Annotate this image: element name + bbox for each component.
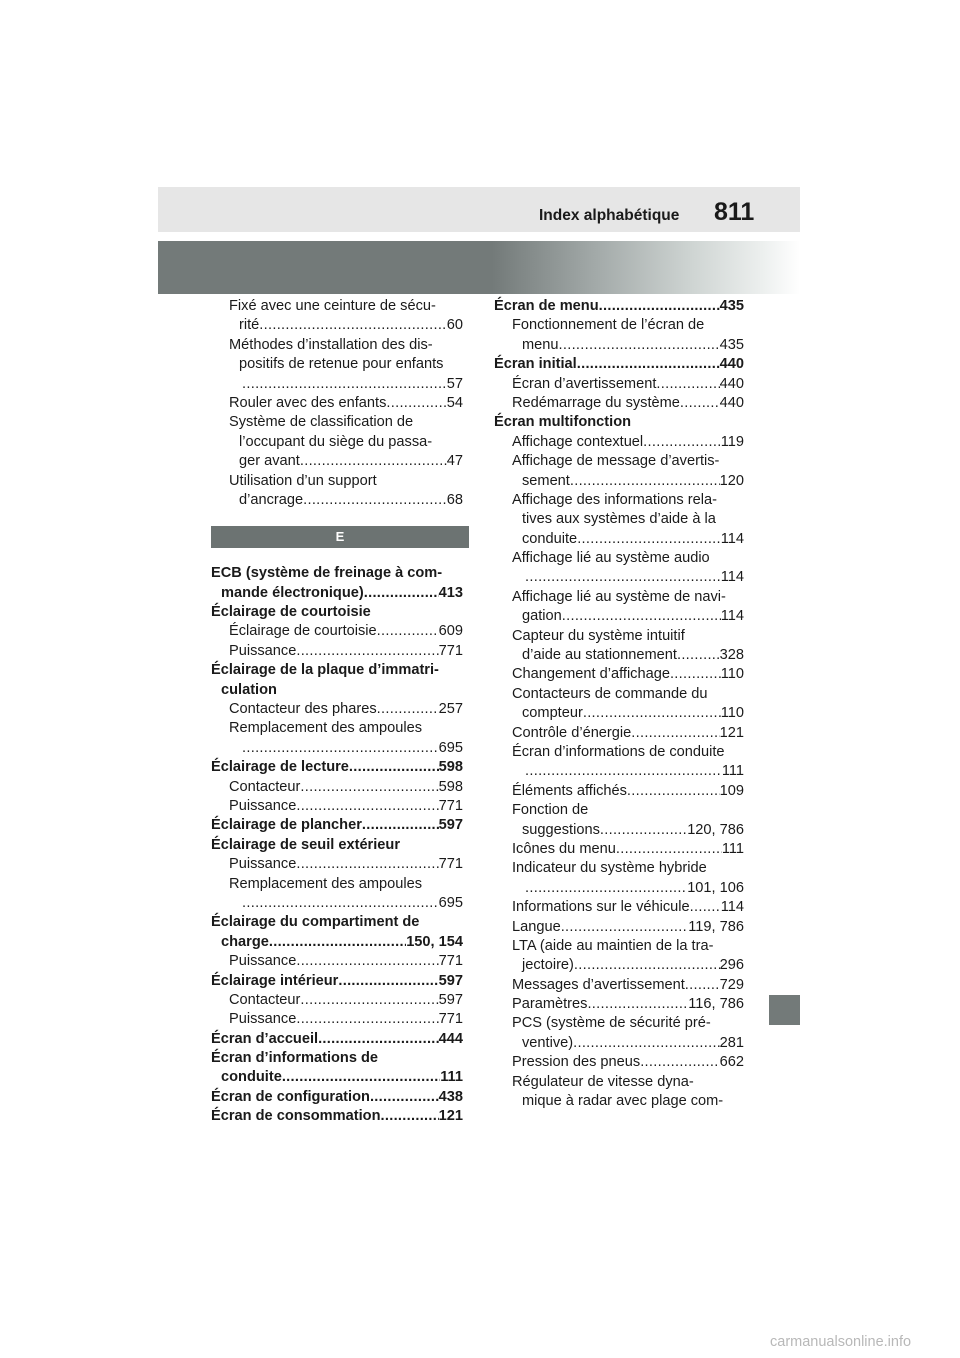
index-entry[interactable] bbox=[494, 1053, 744, 1072]
index-entry bbox=[211, 297, 463, 316]
entry-page-number[interactable]: 597 bbox=[438, 817, 463, 834]
entry-page-number[interactable]: 771 bbox=[438, 953, 463, 970]
dot-leader bbox=[587, 995, 688, 1014]
index-entry bbox=[494, 549, 744, 568]
dot-leader bbox=[377, 622, 439, 641]
section-letter: E bbox=[335, 529, 345, 545]
entry-text: Rouler avec des enfants bbox=[229, 394, 387, 411]
dot-leader bbox=[600, 821, 687, 840]
index-entry bbox=[211, 836, 463, 855]
index-entry[interactable] bbox=[211, 1030, 463, 1049]
index-entry[interactable] bbox=[211, 758, 463, 777]
index-entry[interactable] bbox=[211, 452, 463, 471]
index-entry[interactable] bbox=[211, 1088, 463, 1107]
index-entry[interactable] bbox=[211, 991, 463, 1010]
section-header bbox=[211, 526, 469, 548]
entry-text: Écran de menu bbox=[494, 298, 599, 314]
dot-leader bbox=[677, 646, 720, 665]
dot-leader bbox=[525, 879, 687, 898]
index-entry[interactable] bbox=[494, 530, 744, 549]
index-entry[interactable] bbox=[494, 297, 744, 316]
entry-text: mande électronique) bbox=[221, 584, 364, 601]
entry-text: Écran de configuration bbox=[211, 1088, 370, 1105]
entry-text: Fonction de bbox=[512, 802, 589, 819]
entry-page-number[interactable]: 114 bbox=[720, 608, 744, 625]
index-entry[interactable] bbox=[211, 584, 463, 603]
index-entry[interactable] bbox=[494, 665, 744, 684]
entry-text: positifs de retenue pour enfants bbox=[239, 356, 444, 373]
dot-leader bbox=[570, 472, 720, 491]
index-entry[interactable] bbox=[494, 879, 744, 898]
dot-leader bbox=[242, 739, 439, 758]
index-entry[interactable] bbox=[211, 894, 463, 913]
entry-page-number[interactable]: 120, 786 bbox=[687, 821, 744, 838]
index-entry[interactable] bbox=[211, 394, 463, 413]
entry-page-number[interactable]: 438 bbox=[438, 1088, 463, 1105]
chapter-tab[interactable] bbox=[769, 995, 800, 1025]
watermark: carmanualsonline.info bbox=[770, 1334, 912, 1350]
dot-leader bbox=[242, 894, 439, 913]
entry-page-number[interactable]: 111 bbox=[721, 840, 744, 857]
dot-leader bbox=[627, 782, 720, 801]
index-entry[interactable] bbox=[494, 1034, 744, 1053]
index-entry[interactable] bbox=[494, 607, 744, 626]
index-entry[interactable] bbox=[211, 1068, 463, 1087]
entry-text: Éclairage de la plaque d’immatri- bbox=[211, 662, 439, 679]
dot-leader bbox=[349, 758, 439, 777]
dot-leader bbox=[577, 530, 721, 549]
entry-text: Contacteurs de commande du bbox=[512, 685, 708, 702]
entry-text: Écran d’informations de bbox=[211, 1050, 379, 1067]
entry-page-number[interactable]: 111 bbox=[440, 1069, 463, 1086]
entry-text: Écran initial bbox=[494, 356, 577, 373]
entry-page-number[interactable]: 101, 106 bbox=[687, 879, 744, 896]
entry-text: Affichage des informations rela- bbox=[512, 491, 717, 508]
entry-text: Pression des pneus bbox=[512, 1054, 641, 1071]
header-bar bbox=[158, 187, 800, 232]
index-entry bbox=[494, 627, 744, 646]
entry-text: menu bbox=[522, 336, 559, 353]
dot-leader bbox=[573, 1034, 720, 1053]
dot-leader bbox=[296, 642, 438, 661]
index-entry[interactable] bbox=[494, 976, 744, 995]
entry-page-number[interactable]: 597 bbox=[438, 991, 463, 1008]
index-entry[interactable] bbox=[494, 956, 744, 975]
entry-text: Puissance bbox=[229, 797, 297, 814]
entry-text: suggestions bbox=[522, 821, 600, 838]
entry-page-number[interactable]: 119 bbox=[720, 433, 744, 450]
entry-text: Éclairage de courtoisie bbox=[229, 623, 377, 640]
entry-text: Fonctionnement de l’écran de bbox=[512, 317, 705, 334]
entry-page-number[interactable]: 54 bbox=[446, 394, 463, 411]
entry-text: Redémarrage du système bbox=[512, 394, 680, 411]
index-entry[interactable] bbox=[211, 700, 463, 719]
entry-text: Éclairage du compartiment de bbox=[211, 914, 420, 931]
entry-page-number[interactable]: 440 bbox=[719, 375, 744, 392]
entry-page-number[interactable]: 281 bbox=[719, 1034, 744, 1051]
index-entry bbox=[211, 681, 463, 700]
entry-text: Indicateur du système hybride bbox=[512, 860, 707, 877]
index-entry bbox=[494, 452, 744, 471]
index-entry bbox=[494, 801, 744, 820]
entry-page-number[interactable]: 695 bbox=[438, 739, 463, 756]
index-entry[interactable] bbox=[494, 355, 744, 374]
entry-page-number[interactable]: 771 bbox=[438, 797, 463, 814]
entry-text: Écran d’accueil bbox=[211, 1030, 319, 1047]
index-entry bbox=[211, 355, 463, 374]
index-entry bbox=[211, 603, 463, 622]
left-entries bbox=[211, 564, 463, 1126]
dot-leader bbox=[296, 952, 438, 971]
index-entry[interactable] bbox=[211, 855, 463, 874]
entry-text: tives aux systèmes d’aide à la bbox=[522, 511, 716, 528]
left-column bbox=[211, 297, 463, 1127]
index-entry[interactable] bbox=[494, 646, 744, 665]
entry-text: d’ancrage bbox=[239, 491, 304, 508]
dot-leader bbox=[300, 778, 438, 797]
index-entry bbox=[494, 588, 744, 607]
entry-page-number[interactable]: 60 bbox=[446, 317, 463, 334]
entry-text: Fixé avec une ceinture de sécu- bbox=[229, 298, 436, 314]
page-title: Index alphabétique bbox=[539, 207, 680, 224]
entry-page-number[interactable]: 114 bbox=[720, 530, 744, 547]
entry-page-number[interactable]: 110 bbox=[720, 666, 744, 683]
entry-page-number[interactable]: 114 bbox=[720, 899, 744, 916]
entry-text: Éclairage de courtoisie bbox=[211, 604, 371, 621]
entry-page-number[interactable]: 119, 786 bbox=[688, 918, 744, 935]
dot-leader bbox=[296, 855, 438, 874]
entry-text: Affichage contextuel bbox=[512, 433, 644, 450]
entry-page-number[interactable]: 435 bbox=[719, 336, 744, 353]
entry-page-number[interactable]: 771 bbox=[438, 1011, 463, 1028]
entry-text: Puissance bbox=[229, 642, 297, 659]
right-entries bbox=[494, 297, 744, 1111]
index-entry bbox=[494, 1014, 744, 1033]
entry-text: sement bbox=[522, 472, 570, 489]
entry-page-number[interactable]: 121 bbox=[438, 1108, 463, 1125]
index-entry bbox=[494, 316, 744, 335]
index-entry bbox=[494, 937, 744, 956]
entry-page-number[interactable]: 440 bbox=[719, 356, 744, 373]
entry-text: culation bbox=[221, 681, 277, 698]
dot-leader bbox=[282, 1068, 440, 1087]
index-entry bbox=[211, 1049, 463, 1068]
entry-page-number[interactable]: 435 bbox=[719, 298, 744, 314]
dot-leader bbox=[559, 336, 720, 355]
index-entry[interactable] bbox=[494, 704, 744, 723]
entry-text: Langue bbox=[512, 918, 561, 935]
dot-leader bbox=[318, 1030, 439, 1049]
entry-page-number[interactable]: 116, 786 bbox=[688, 996, 744, 1013]
dot-leader bbox=[259, 316, 446, 335]
entry-page-number[interactable]: 121 bbox=[719, 724, 744, 741]
index-entry[interactable] bbox=[211, 642, 463, 661]
entry-page-number[interactable]: 296 bbox=[719, 957, 744, 974]
entry-text: Méthodes d’installation des dis- bbox=[229, 336, 433, 353]
dot-leader bbox=[242, 375, 447, 394]
index-entry[interactable] bbox=[494, 821, 744, 840]
entry-text: d’aide au stationnement bbox=[522, 647, 677, 664]
dot-leader bbox=[525, 762, 722, 781]
entry-text: PCS (système de sécurité pré- bbox=[512, 1015, 711, 1032]
index-entry[interactable] bbox=[211, 816, 463, 835]
entry-text: Paramètres bbox=[512, 996, 588, 1013]
entry-text: Messages d’avertissement bbox=[512, 976, 685, 993]
right-column bbox=[494, 297, 744, 1111]
entry-text: Puissance bbox=[229, 856, 297, 873]
entry-text: Informations sur le véhicule bbox=[512, 899, 690, 916]
entry-page-number[interactable]: 598 bbox=[438, 759, 463, 776]
dot-leader bbox=[577, 355, 720, 374]
index-entry bbox=[211, 875, 463, 894]
entry-page-number[interactable]: 609 bbox=[438, 623, 463, 640]
index-entry[interactable] bbox=[494, 394, 744, 413]
index-entry bbox=[211, 661, 463, 680]
dot-leader bbox=[685, 976, 720, 995]
index-entry[interactable] bbox=[211, 972, 463, 991]
entry-page-number[interactable]: 597 bbox=[438, 972, 463, 989]
decorative-band bbox=[158, 241, 800, 294]
entry-text: Icônes du menu bbox=[512, 840, 616, 857]
index-entry[interactable] bbox=[211, 952, 463, 971]
entry-page-number[interactable]: 729 bbox=[719, 976, 744, 993]
dot-leader bbox=[362, 816, 439, 835]
dot-leader bbox=[670, 665, 721, 684]
entry-text: Affichage de message d’avertis- bbox=[512, 453, 720, 470]
index-entry[interactable] bbox=[211, 933, 463, 952]
entry-page-number[interactable]: 662 bbox=[719, 1054, 744, 1071]
index-entry[interactable] bbox=[494, 762, 744, 781]
index-entry bbox=[211, 472, 463, 491]
entry-text: Contacteur des phares bbox=[229, 701, 377, 718]
index-entry[interactable] bbox=[211, 491, 463, 510]
index-entry bbox=[494, 510, 744, 529]
index-entry[interactable] bbox=[211, 1010, 463, 1029]
entry-text: Éléments affichés bbox=[512, 782, 627, 799]
entry-text: Affichage lié au système audio bbox=[512, 550, 710, 567]
index-entry bbox=[494, 743, 744, 762]
dot-leader bbox=[370, 1088, 439, 1107]
dot-leader bbox=[300, 452, 447, 471]
entry-page-number[interactable]: 114 bbox=[720, 569, 744, 586]
index-entry bbox=[494, 1092, 744, 1111]
index-entry bbox=[211, 564, 463, 583]
entry-text: Contacteur bbox=[229, 991, 301, 1008]
dot-leader bbox=[561, 918, 689, 937]
entry-page-number[interactable]: 440 bbox=[719, 394, 744, 411]
entry-page-number[interactable]: 257 bbox=[438, 701, 463, 718]
entry-page-number[interactable]: 413 bbox=[438, 584, 463, 601]
index-entry bbox=[494, 859, 744, 878]
entry-text: mique à radar avec plage com- bbox=[522, 1093, 724, 1110]
dot-leader bbox=[525, 568, 721, 587]
index-entry bbox=[211, 433, 463, 452]
entry-text: Utilisation d’un support bbox=[229, 472, 377, 489]
page-number: 811 bbox=[714, 198, 755, 226]
index-entry[interactable] bbox=[494, 840, 744, 859]
entry-text: conduite bbox=[522, 530, 578, 547]
dot-leader bbox=[616, 840, 722, 859]
index-entry[interactable] bbox=[494, 375, 744, 394]
entry-page-number[interactable]: 68 bbox=[446, 491, 463, 508]
entry-page-number[interactable]: 150, 154 bbox=[406, 933, 463, 950]
entry-page-number[interactable]: 328 bbox=[719, 647, 744, 664]
index-entry[interactable] bbox=[211, 622, 463, 641]
entry-text: charge bbox=[221, 933, 269, 950]
entry-text: Contrôle d’énergie bbox=[512, 724, 632, 741]
index-entry[interactable] bbox=[494, 918, 744, 937]
entry-text: gation bbox=[522, 608, 562, 625]
entry-text: Éclairage de plancher bbox=[211, 817, 362, 834]
dot-leader bbox=[381, 1107, 439, 1126]
entry-text: jectoire) bbox=[522, 957, 574, 974]
entry-page-number[interactable]: 598 bbox=[438, 778, 463, 795]
entry-page-number[interactable]: 771 bbox=[438, 642, 463, 659]
entry-text: Éclairage de lecture bbox=[211, 759, 349, 776]
entry-text: Éclairage de seuil extérieur bbox=[211, 836, 401, 853]
dot-leader bbox=[269, 933, 406, 952]
dot-leader bbox=[583, 704, 721, 723]
entry-page-number[interactable]: 695 bbox=[438, 894, 463, 911]
entry-text: Remplacement des ampoules bbox=[229, 720, 423, 737]
index-entry bbox=[494, 1073, 744, 1092]
dot-leader bbox=[300, 991, 438, 1010]
index-entry[interactable] bbox=[494, 336, 744, 355]
index-entry[interactable] bbox=[494, 995, 744, 1014]
dot-leader bbox=[640, 1053, 719, 1072]
entry-text: Éclairage intérieur bbox=[211, 972, 339, 989]
dot-leader bbox=[303, 491, 447, 510]
index-entry[interactable] bbox=[494, 782, 744, 801]
entry-page-number[interactable]: 109 bbox=[719, 782, 744, 799]
entry-text: compteur bbox=[522, 705, 583, 722]
index-entry[interactable] bbox=[494, 568, 744, 587]
left-top-entries bbox=[211, 297, 463, 510]
entry-text: Puissance bbox=[229, 953, 297, 970]
entry-text: l’occupant du siège du passa- bbox=[239, 433, 433, 450]
entry-text: Écran d’informations de conduite bbox=[512, 743, 725, 760]
entry-text: Capteur du système intuitif bbox=[512, 627, 685, 644]
entry-text: Écran d’avertissement bbox=[512, 375, 657, 392]
index-entry bbox=[494, 413, 744, 432]
dot-leader bbox=[338, 972, 438, 991]
index-entry[interactable] bbox=[211, 316, 463, 335]
entry-text: Régulateur de vitesse dyna- bbox=[512, 1073, 694, 1090]
dot-leader bbox=[574, 956, 720, 975]
entry-text: conduite bbox=[221, 1069, 282, 1086]
entry-page-number[interactable]: 120 bbox=[719, 472, 744, 489]
dot-leader bbox=[377, 700, 439, 719]
index-entry[interactable] bbox=[211, 375, 463, 394]
dot-leader bbox=[386, 394, 446, 413]
dot-leader bbox=[296, 1010, 438, 1029]
index-entry bbox=[211, 719, 463, 738]
entry-text: Changement d’affichage bbox=[512, 666, 670, 683]
index-entry bbox=[494, 491, 744, 510]
entry-text: ger avant bbox=[239, 453, 300, 470]
index-entry[interactable] bbox=[211, 739, 463, 758]
dot-leader bbox=[680, 394, 720, 413]
entry-text: LTA (aide au maintien de la tra- bbox=[512, 937, 714, 954]
dot-leader bbox=[690, 898, 721, 917]
entry-page-number[interactable]: 111 bbox=[721, 763, 744, 780]
index-entry[interactable] bbox=[211, 797, 463, 816]
entry-text: Écran de consommation bbox=[211, 1108, 381, 1125]
dot-leader bbox=[643, 433, 721, 452]
dot-leader bbox=[364, 584, 439, 603]
entry-page-number[interactable]: 110 bbox=[720, 705, 744, 722]
index-entry[interactable] bbox=[494, 724, 744, 743]
entry-text: ECB (système de freinage à com- bbox=[211, 565, 443, 582]
entry-text: Contacteur bbox=[229, 778, 301, 795]
entry-page-number[interactable]: 444 bbox=[438, 1030, 463, 1047]
dot-leader bbox=[656, 375, 719, 394]
entry-text: rité bbox=[239, 317, 260, 334]
index-entry[interactable] bbox=[211, 778, 463, 797]
dot-leader bbox=[631, 724, 719, 743]
entry-text: Affichage lié au système de navi- bbox=[512, 588, 726, 605]
index-entry bbox=[211, 413, 463, 432]
entry-page-number[interactable]: 47 bbox=[446, 453, 463, 470]
dot-leader bbox=[599, 297, 720, 316]
entry-text: Écran multifonction bbox=[494, 414, 632, 431]
index-entry bbox=[211, 336, 463, 355]
index-entry bbox=[494, 685, 744, 704]
entry-text: Système de classification de bbox=[229, 414, 414, 431]
dot-leader bbox=[296, 797, 438, 816]
index-entry[interactable] bbox=[494, 472, 744, 491]
index-entry[interactable] bbox=[494, 433, 744, 452]
index-entry[interactable] bbox=[211, 1107, 463, 1126]
index-entry[interactable] bbox=[494, 898, 744, 917]
entry-text: Puissance bbox=[229, 1011, 297, 1028]
entry-page-number[interactable]: 771 bbox=[438, 856, 463, 873]
dot-leader bbox=[562, 607, 721, 626]
index-entry bbox=[211, 913, 463, 932]
entry-page-number[interactable]: 57 bbox=[446, 375, 463, 392]
entry-text: ventive) bbox=[522, 1034, 574, 1051]
entry-text: Remplacement des ampoules bbox=[229, 875, 423, 892]
